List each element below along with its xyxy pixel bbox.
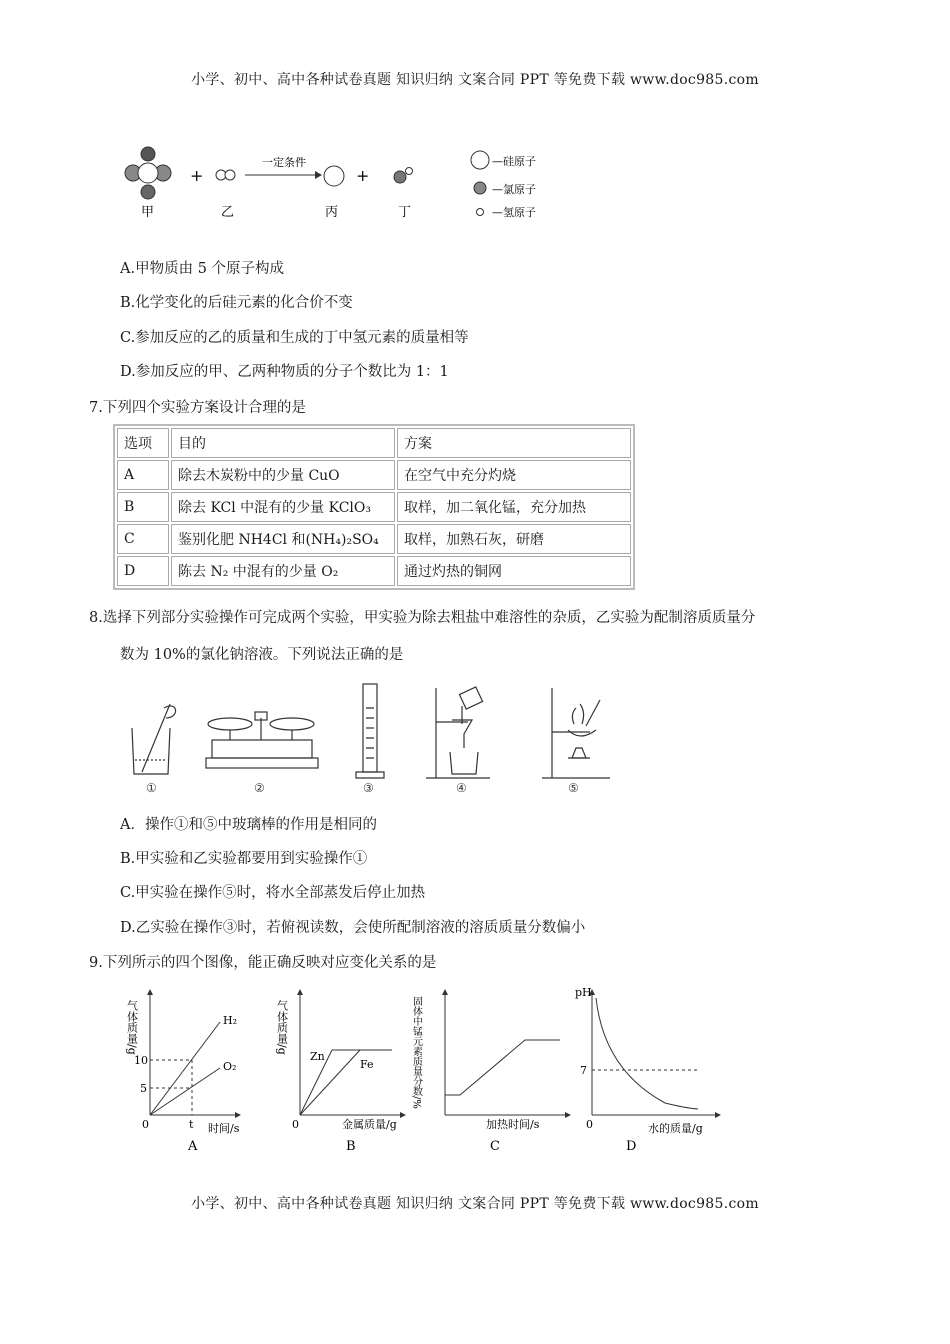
line-o2 bbox=[150, 1068, 220, 1115]
graph-d bbox=[575, 986, 720, 1154]
svg-text:A: A bbox=[188, 1139, 198, 1154]
svg-text:甲: 甲 bbox=[141, 205, 155, 220]
line-fe bbox=[300, 1050, 360, 1115]
op-5-evaporate bbox=[542, 688, 610, 778]
q8-option-d: D.乙实验在操作③时，若俯视读数，会使所配制溶液的溶质质量分数偏小 bbox=[120, 920, 586, 936]
plus-sign-1: + bbox=[190, 166, 204, 185]
svg-text:—硅原子: —硅原子 bbox=[492, 155, 536, 168]
svg-text:④: ④ bbox=[456, 781, 467, 795]
page-footer: 小学、初中、高中各种试卷真题 知识归纳 文案合同 PPT 等免费下载 www.doc985.com bbox=[191, 1196, 759, 1212]
svg-text:pH: pH bbox=[575, 986, 592, 999]
svg-text:0: 0 bbox=[292, 1118, 299, 1131]
op-3-cylinder bbox=[356, 684, 384, 778]
svg-text:D: D bbox=[626, 1139, 637, 1154]
svg-text:C: C bbox=[490, 1139, 500, 1154]
svg-text:①: ① bbox=[146, 781, 157, 795]
svg-text:Zn: Zn bbox=[310, 1050, 325, 1063]
table-row: D 陈去 N₂ 中混有的少量 O₂ 通过灼热的铜网 bbox=[117, 556, 631, 586]
svg-text:⑤: ⑤ bbox=[568, 781, 579, 795]
svg-text:丙: 丙 bbox=[325, 205, 339, 220]
graph-a bbox=[126, 990, 241, 1154]
svg-text:丁: 丁 bbox=[398, 205, 412, 220]
svg-text:5: 5 bbox=[140, 1082, 147, 1095]
q6-option-d: D.参加反应的甲、乙两种物质的分子个数比为 1：1 bbox=[120, 364, 449, 380]
svg-text:③: ③ bbox=[363, 781, 374, 795]
svg-text:乙: 乙 bbox=[221, 205, 235, 220]
svg-text:金属质量/g: 金属质量/g bbox=[342, 1118, 397, 1131]
op-2-balance bbox=[206, 712, 318, 768]
graph-b bbox=[276, 990, 406, 1154]
molecule-yi bbox=[216, 170, 235, 180]
molecule-jia bbox=[125, 147, 171, 199]
q6-option-c: C.参加反应的乙的质量和生成的丁中氢元素的质量相等 bbox=[120, 330, 469, 346]
op-1-dissolve bbox=[132, 704, 176, 774]
molecule-ding bbox=[394, 168, 413, 184]
svg-text:10: 10 bbox=[134, 1054, 148, 1067]
plus-sign-2: + bbox=[356, 166, 370, 185]
table-row: B 除去 KCl 中混有的少量 KClO₃ 取样，加二氧化锰，充分加热 bbox=[117, 492, 631, 522]
reaction-diagram bbox=[110, 140, 570, 230]
q9-graphs bbox=[120, 980, 740, 1155]
line-c bbox=[445, 1040, 560, 1095]
svg-text:加热时间/s: 加热时间/s bbox=[486, 1118, 540, 1131]
q7-stem: 7.下列四个实验方案设计合理的是 bbox=[89, 400, 306, 416]
svg-text:时间/s: 时间/s bbox=[208, 1122, 240, 1135]
q8-option-a: A．操作①和⑤中玻璃棒的作用是相同的 bbox=[120, 817, 377, 833]
table-row: 选项 目的 方案 bbox=[117, 428, 631, 458]
svg-text:—氯原子: —氯原子 bbox=[492, 183, 536, 196]
q8-stem-2: 数为 10%的氯化钠溶液。下列说法正确的是 bbox=[120, 647, 404, 663]
line-ph bbox=[596, 998, 698, 1109]
line-h2 bbox=[150, 1022, 220, 1115]
svg-text:B: B bbox=[346, 1139, 356, 1154]
svg-text:0: 0 bbox=[142, 1118, 149, 1131]
page-header: 小学、初中、高中各种试卷真题 知识归纳 文案合同 PPT 等免费下载 www.doc985.com bbox=[191, 72, 759, 88]
molecule-bing bbox=[324, 166, 344, 186]
svg-text:0: 0 bbox=[586, 1118, 593, 1131]
svg-text:O₂: O₂ bbox=[223, 1060, 237, 1073]
q8-option-c: C.甲实验在操作⑤时，将水全部蒸发后停止加热 bbox=[120, 885, 426, 901]
svg-text:气体质量/g: 气体质量/g bbox=[275, 1000, 289, 1055]
svg-text:固体中锰元素质量分数/%: 固体中锰元素质量分数/% bbox=[410, 996, 422, 1109]
svg-text:气体质量/g: 气体质量/g bbox=[125, 1000, 139, 1055]
graph-c bbox=[411, 990, 571, 1154]
svg-text:7: 7 bbox=[580, 1064, 587, 1077]
q8-option-b: B.甲实验和乙实验都要用到实验操作① bbox=[120, 851, 368, 867]
svg-text:Fe: Fe bbox=[360, 1058, 374, 1071]
condition-label: 一定条件 bbox=[262, 156, 306, 169]
q8-stem-1: 8.选择下列部分实验操作可完成两个实验，甲实验为除去粗盐中难溶性的杂质，乙实验为配制溶质质量分 bbox=[89, 610, 756, 626]
svg-text:—氢原子: —氢原子 bbox=[492, 206, 536, 219]
q9-stem: 9.下列所示的四个图像，能正确反映对应变化关系的是 bbox=[89, 955, 437, 971]
q7-table bbox=[113, 424, 635, 590]
svg-text:水的质量/g: 水的质量/g bbox=[648, 1122, 703, 1135]
op-4-filter bbox=[426, 687, 490, 778]
table-row: A 除去木炭粉中的少量 CuO 在空气中充分灼烧 bbox=[117, 460, 631, 490]
lab-operations bbox=[120, 678, 620, 798]
q6-option-b: B.化学变化的后硅元素的化合价不变 bbox=[120, 295, 353, 311]
table-row: C 鉴别化肥 NH4Cl 和(NH₄)₂SO₄ 取样，加熟石灰，研磨 bbox=[117, 524, 631, 554]
svg-text:②: ② bbox=[254, 781, 265, 795]
svg-text:H₂: H₂ bbox=[223, 1014, 238, 1027]
q6-option-a: A.甲物质由 5 个原子构成 bbox=[120, 261, 285, 277]
svg-text:t: t bbox=[189, 1118, 194, 1131]
